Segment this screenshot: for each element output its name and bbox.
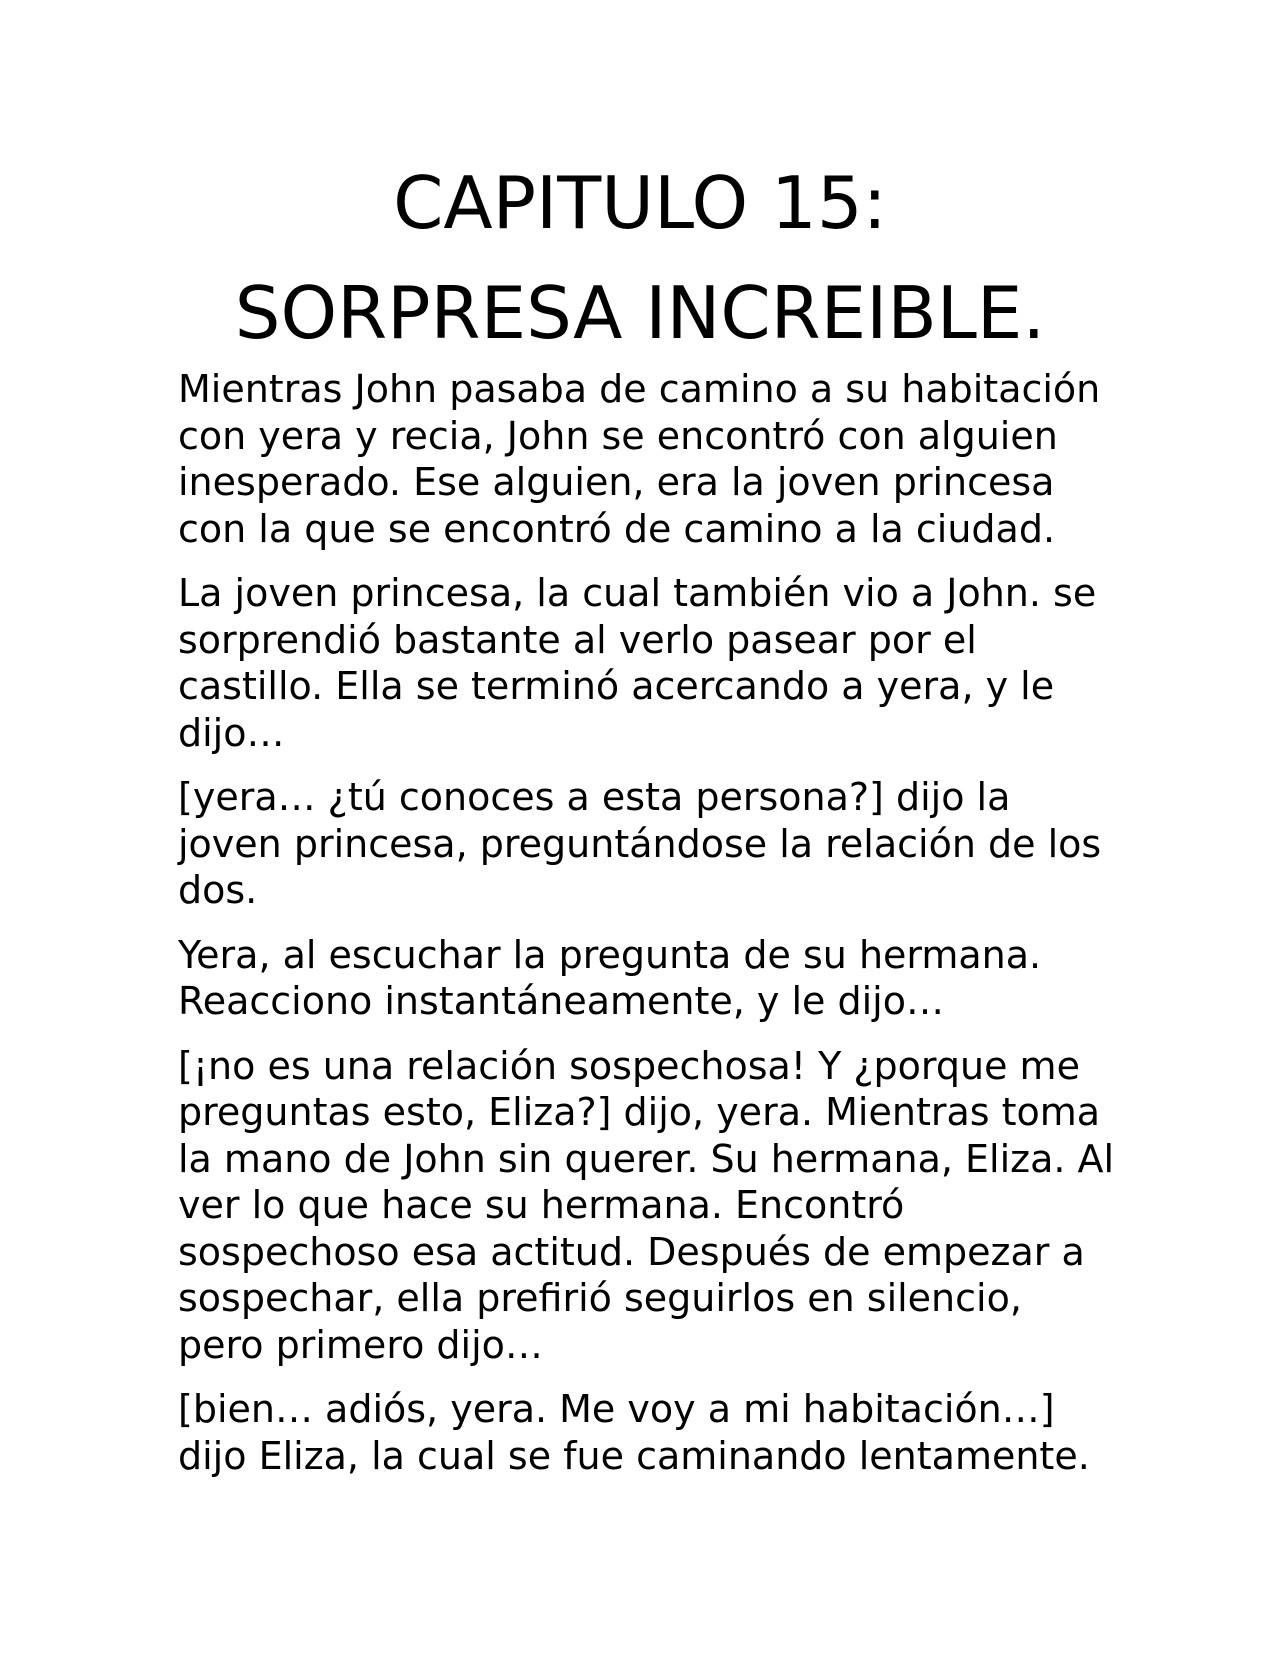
chapter-title-line-1: CAPITULO 15: — [393, 161, 887, 245]
chapter-title-line-2: SORPRESA INCREIBLE. — [234, 271, 1046, 355]
paragraph-6: [bien… adiós, yera. Me voy a mi habitación…] dijo Eliza, la cual se fue caminando lentamente. — [178, 1387, 1090, 1478]
chapter-body — [178, 366, 1118, 1497]
paragraph-1: Mientras John pasaba de camino a su habitación con yera y recia, John se encontró con alguien inesperado. Ese alguien, era la joven princesa con la que se encontró de camino a la ciudad. — [178, 367, 1101, 551]
paragraph-2: La joven princesa, la cual también vio a John. se sorprendió bastante al verlo pasear por el castillo. Ella se terminó acercando a yera, y le dijo… — [178, 571, 1097, 755]
paragraph-3: [yera… ¿tú conoces a esta persona?] dijo la joven princesa, preguntándose la relación de los dos. — [178, 775, 1102, 912]
chapter-title — [0, 148, 1280, 368]
paragraph-4: Yera, al escuchar la pregunta de su hermana. Reacciono instantáneamente, y le dijo… — [178, 932, 1042, 1023]
paragraph-5: [¡no es una relación sospechosa! Y ¿porque me preguntas esto, Eliza?] dijo, yera. Mientras toma la mano de John sin querer. Su hermana, Eliza. Al ver lo que hace su hermana. Encontró sospechoso esa actitud. Después de empezar a sospechar, ella prefirió seguirlos en silencio, pero primero dijo… — [178, 1043, 1115, 1367]
